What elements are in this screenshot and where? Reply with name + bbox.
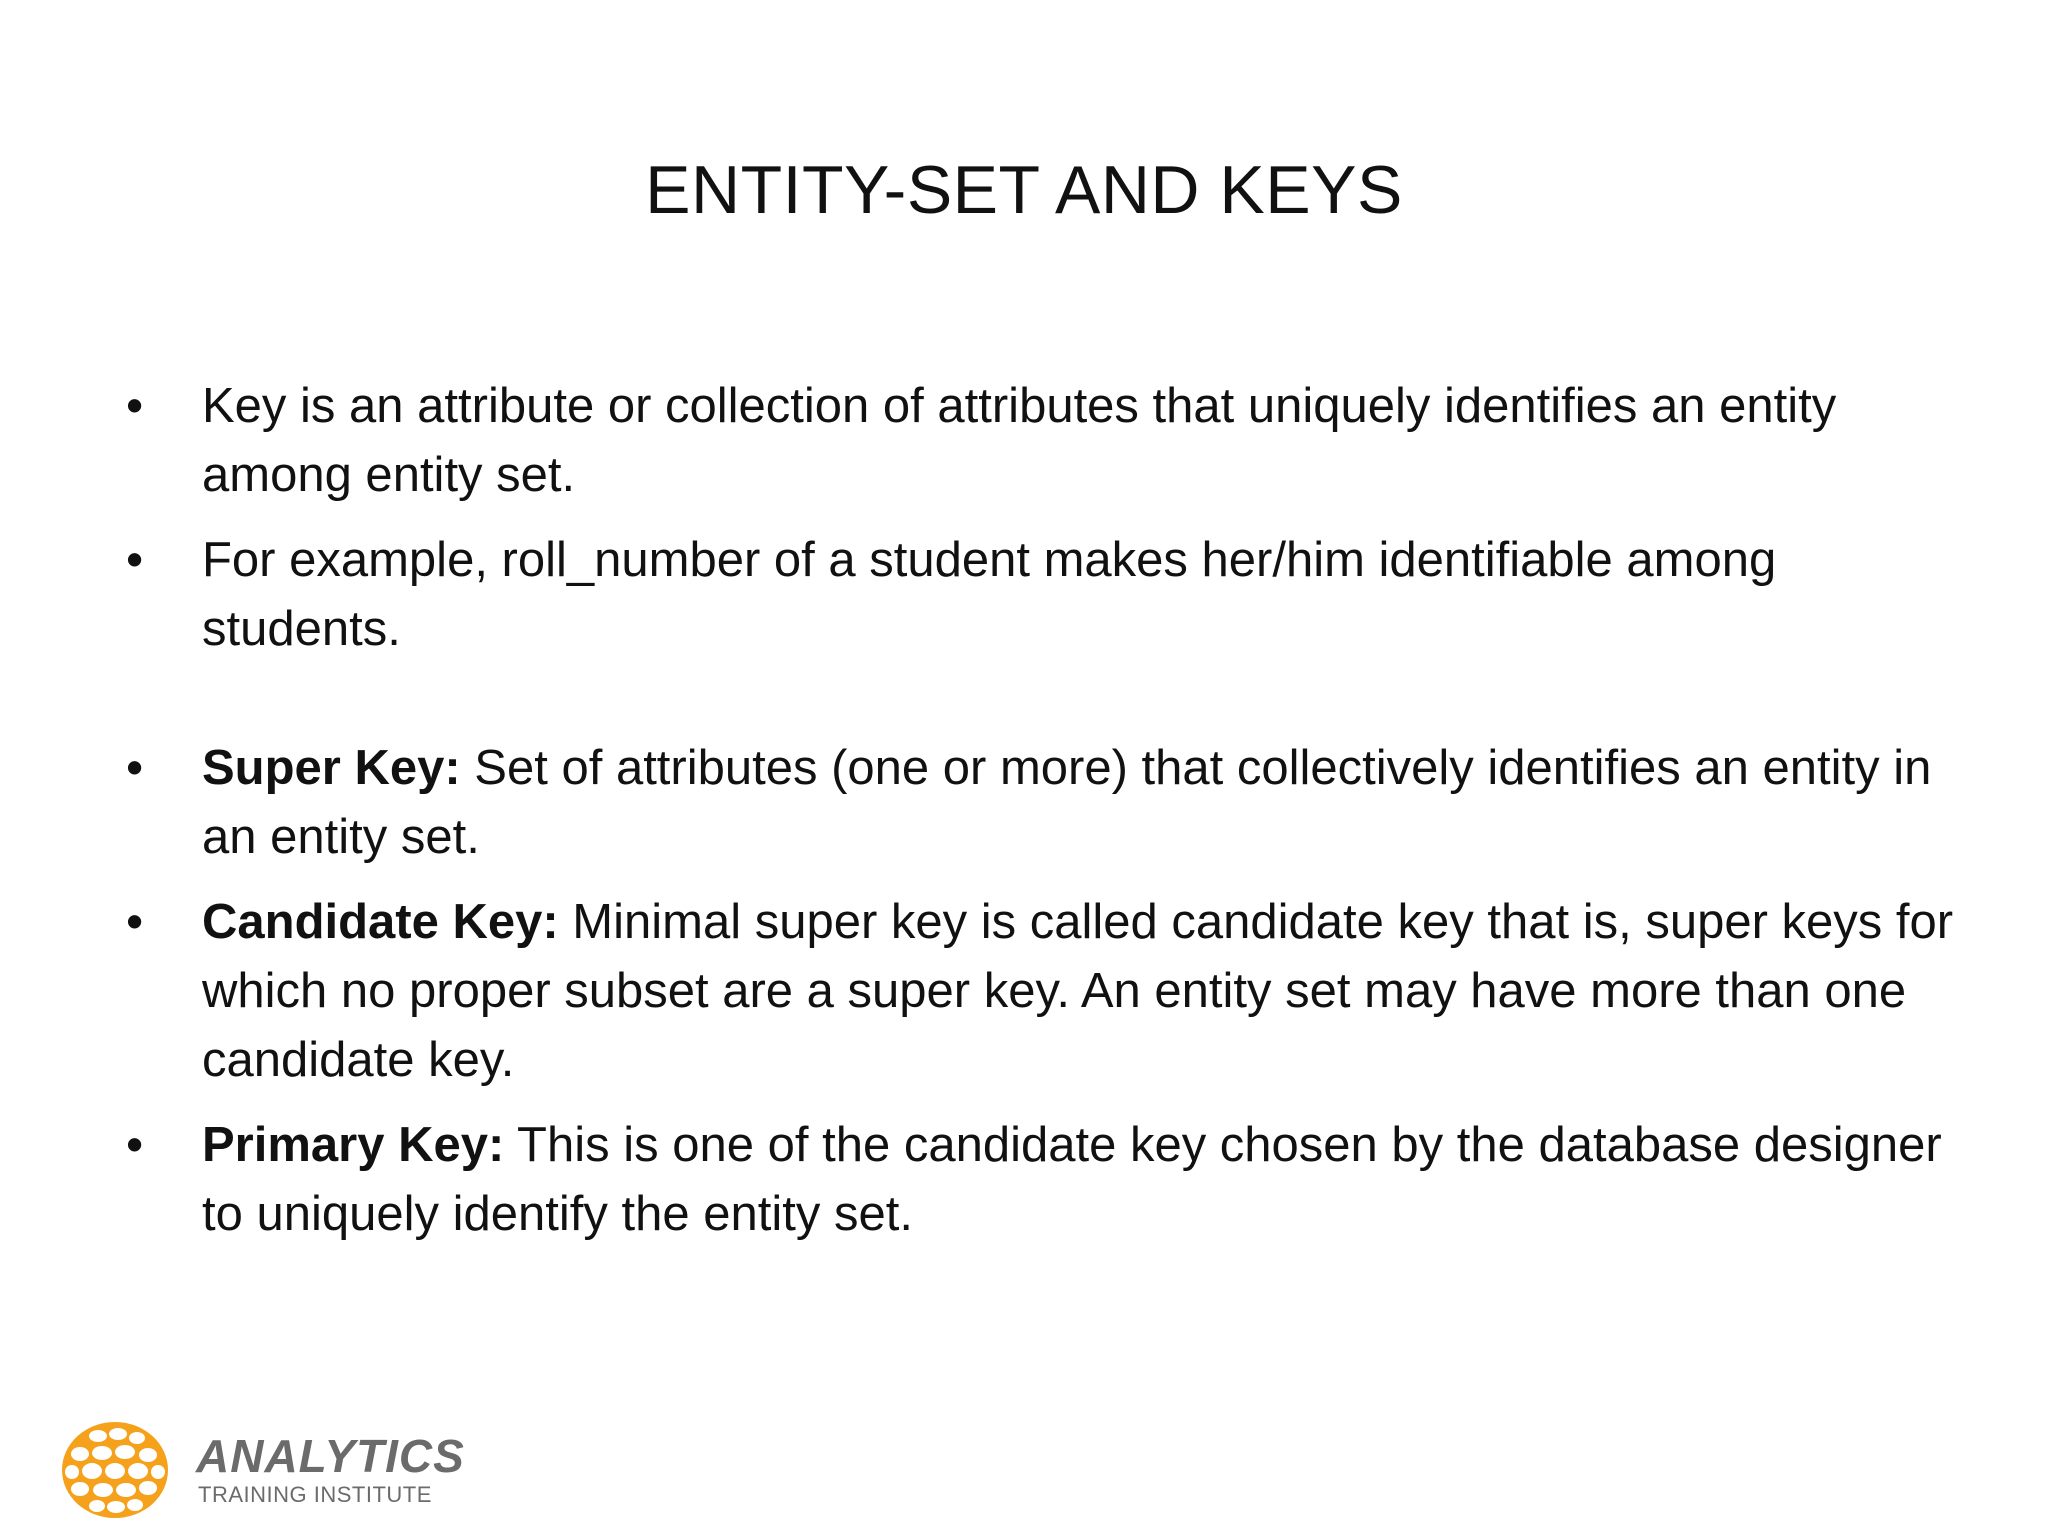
bullet-marker: • — [126, 741, 144, 795]
bullet-item-candidate-key — [120, 888, 1980, 1095]
bullet-marker: • — [126, 1118, 144, 1172]
bullet-item-example — [120, 526, 1980, 664]
bullet-text: Minimal super key is called candidate key that is, super keys for which no proper subset are a super key. An entity set may have more than one candidate key. — [202, 895, 1954, 1087]
bullet-item-primary-key — [120, 1111, 1980, 1249]
logo-name: ANALYTICS — [196, 1430, 465, 1482]
bullet-list — [120, 372, 1980, 1265]
company-logo — [60, 1420, 480, 1520]
bullet-term: Candidate Key: — [202, 895, 559, 949]
bullet-text: For example, roll_number of a student makes her/him identifiable among students. — [202, 533, 1777, 656]
bullet-item-key-definition — [120, 372, 1980, 510]
bullet-text: Set of attributes (one or more) that collectively identifies an entity in an entity set. — [202, 741, 1932, 864]
bullet-marker: • — [126, 379, 144, 433]
logo-subtitle: TRAINING INSTITUTE — [198, 1482, 432, 1507]
bullet-text: Key is an attribute or collection of attributes that uniquely identifies an entity among entity set. — [202, 379, 1837, 502]
bullet-term: Primary Key: — [202, 1118, 505, 1172]
orange-dotted-sphere-icon — [60, 1420, 170, 1520]
bullet-term: Super Key: — [202, 741, 461, 795]
bullet-marker: • — [126, 533, 144, 587]
bullet-item-super-key — [120, 734, 1980, 872]
slide-title: ENTITY-SET AND KEYS — [645, 152, 1403, 228]
bullet-text: This is one of the candidate key chosen by the database designer to uniquely identify the entity set. — [202, 1118, 1942, 1241]
bullet-marker: • — [126, 895, 144, 949]
